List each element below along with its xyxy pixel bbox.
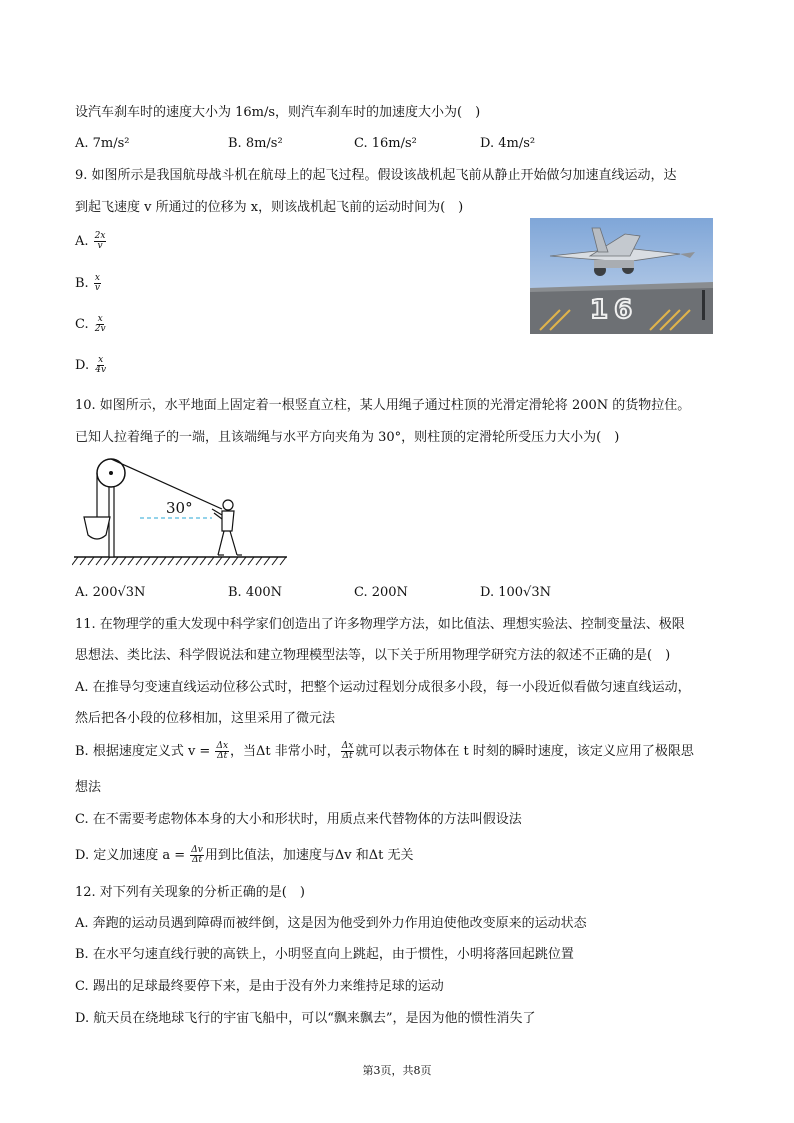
deck-number: 16 bbox=[590, 295, 639, 325]
q12-option-b: B. 在水平匀速直线行驶的高铁上，小明竖直向上跳起，由于惯性，小明将落回起跳位置 bbox=[75, 947, 574, 962]
q10-stem-line1: 10. 如图所示，水平地面上固定着一根竖直立柱，某人用绳子通过柱顶的光滑定滑轮将 200N 的货物拉住。 bbox=[75, 398, 691, 413]
fraction: $\frac{\Delta x}{\Delta t}$ bbox=[216, 741, 229, 761]
q12-option-a: A. 奔跑的运动员遇到障碍而被绊倒，这是因为他受到外力作用迫使他改变原来的运动状态 bbox=[75, 916, 587, 931]
q11-option-c: C. 在不需要考虑物体本身的大小和形状时，用质点来代替物体的方法叫假设法 bbox=[75, 812, 522, 827]
q11-option-a-line2: 然后把各小段的位移相加，这里采用了微元法 bbox=[75, 711, 336, 726]
carrier-jet-photo bbox=[530, 218, 713, 334]
q9-stem-line2: 到起飞速度 v 所通过的位移为 x，则该战机起飞前的运动时间为( ) bbox=[75, 200, 464, 215]
fraction: $\frac{2x}{v}$ bbox=[94, 231, 106, 251]
q11-option-d: D. 定义加速度 a = $\frac{\Delta v}{\Delta t}$ 用到比值法，加速度与Δv 和Δt 无关 bbox=[75, 845, 414, 865]
q9-option-d: D. $\frac{x}{4v}$ bbox=[75, 355, 107, 375]
q10-stem-line2: 已知人拉着绳子的一端，且该端绳与水平方向夹角为 30°，则柱顶的定滑轮所受压力大小为( ) bbox=[75, 430, 620, 445]
q12-option-c: C. 踢出的足球最终要停下来，是由于没有外力来维持足球的运动 bbox=[75, 979, 444, 994]
person-icon bbox=[212, 500, 242, 555]
fraction: $\frac{\Delta v}{\Delta t}$ bbox=[191, 845, 203, 865]
q12-stem: 12. 对下列有关现象的分析正确的是( ) bbox=[75, 885, 305, 900]
q11-option-b-line2: 想法 bbox=[75, 780, 102, 795]
q9-option-b: B. $\frac{x}{v}$ bbox=[75, 273, 100, 293]
angle-label: 30° bbox=[166, 499, 193, 517]
fraction: $\frac{\Delta x}{\Delta t}$ bbox=[341, 741, 354, 761]
q11-option-a-line1: A. 在推导匀变速直线运动位移公式时，把整个运动过程划分成很多小段，每一小段近似看做匀速直线运动， bbox=[75, 680, 691, 695]
q10-choice-d: D. 100√3N bbox=[480, 585, 551, 600]
q8-stem-tail: 设汽车刹车时的速度大小为 16m/s，则汽车刹车时的加速度大小为( ) bbox=[75, 105, 481, 120]
fraction: $\frac{x}{2v}$ bbox=[94, 314, 106, 334]
page-footer: 第3页，共8页 bbox=[362, 1064, 432, 1077]
q9-option-a: A. $\frac{2x}{v}$ bbox=[75, 231, 106, 251]
q8-choice-b: B. 8m/s² bbox=[228, 136, 283, 151]
q8-choice-a: A. 7m/s² bbox=[75, 136, 130, 151]
q8-choice-c: C. 16m/s² bbox=[354, 136, 417, 151]
q8-choice-d: D. 4m/s² bbox=[480, 136, 536, 151]
q9-stem-line1: 9. 如图所示是我国航母战斗机在航母上的起飞过程。假设该战机起飞前从静止开始做匀加速直线运动，达 bbox=[75, 168, 677, 183]
pulley-diagram bbox=[72, 455, 290, 577]
q11-stem-line1: 11. 在物理学的重大发现中科学家们创造出了许多物理学方法，如比值法、理想实验法、控制变量法、极限 bbox=[75, 617, 685, 632]
q11-stem-line2: 思想法、类比法、科学假说法和建立物理模型法等，以下关于所用物理学研究方法的叙述不正确的是( ) bbox=[75, 648, 671, 663]
q12-option-d: D. 航天员在绕地球飞行的宇宙飞船中，可以“飘来飘去”，是因为他的惯性消失了 bbox=[75, 1011, 536, 1026]
fraction: $\frac{x}{v}$ bbox=[94, 273, 100, 293]
fraction: $\frac{x}{4v}$ bbox=[95, 355, 107, 375]
q10-choice-b: B. 400N bbox=[228, 585, 283, 600]
q10-choice-c: C. 200N bbox=[354, 585, 408, 600]
q10-choice-a: A. 200√3N bbox=[75, 585, 146, 600]
q11-option-b-line1: B. 根据速度定义式 v = $\frac{\Delta x}{\Delta t}$ ，当Δt 非常小时， $\frac{\Delta x}{\Delta t}$ 就可以表示物体在 t 时刻的瞬时速度，该定义应用了极限思 bbox=[75, 741, 694, 761]
q9-option-c: C. $\frac{x}{2v}$ bbox=[75, 314, 106, 334]
